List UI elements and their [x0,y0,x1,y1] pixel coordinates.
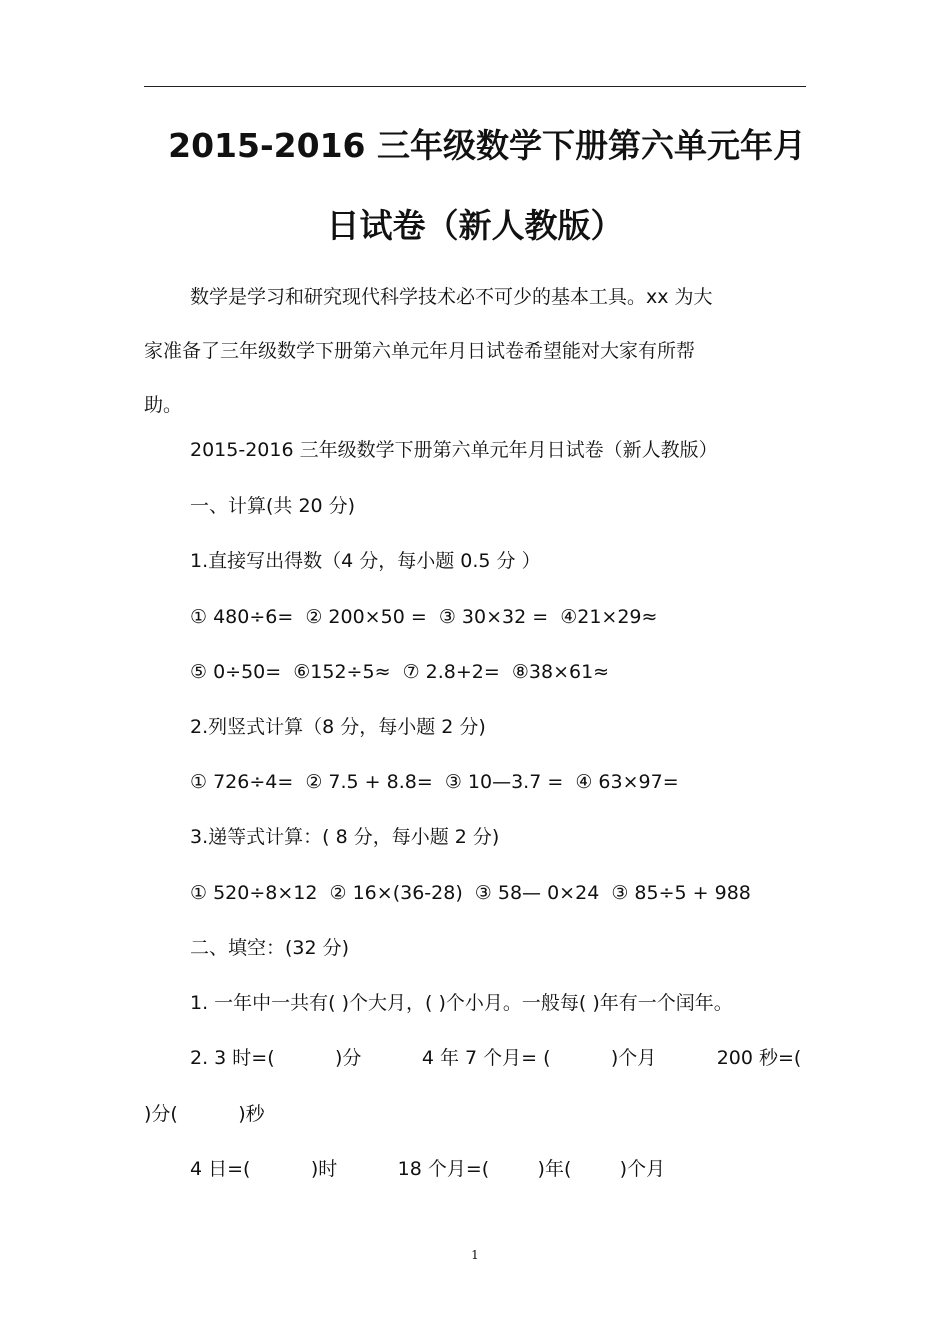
header-rule [144,86,806,87]
question-vertical-calculation: 2.列竖式计算（8 分，每小题 2 分) [190,716,486,738]
fill-in-question-2-continued: )分( )秒 [144,1103,265,1125]
question-row: ① 726÷4= ② 7.5 + 8.8= ③ 10—3.7 = ④ 63×97= [190,771,679,793]
exam-subtitle: 2015-2016 三年级数学下册第六单元年月日试卷（新人教版） [190,439,718,461]
intro-paragraph-line-1: 数学是学习和研究现代科学技术必不可少的基本工具。xx 为大 [190,286,713,308]
question-step-calculation: 3.递等式计算：( 8 分，每小题 2 分) [190,826,500,848]
intro-paragraph-line-2: 家准备了三年级数学下册第六单元年月日试卷希望能对大家有所帮 [144,340,696,362]
question-direct-answers: 1.直接写出得数（4 分，每小题 0.5 分 ） [190,550,541,572]
fill-in-question-3: 4 日=( )时 18 个月=( )年( )个月 [190,1158,666,1180]
fill-in-question-1: 1. 一年中一共有( )个大月，( )个小月。一般每( )年有一个闰年。 [190,992,733,1014]
question-row: ⑤ 0÷50= ⑥152÷5≈ ⑦ 2.8+2= ⑧38×61≈ [190,661,610,683]
question-row: ① 520÷8×12 ② 16×(36-28) ③ 58— 0×24 ③ 85÷5 + 988 [190,882,751,904]
section-heading-calculation: 一、计算(共 20 分) [190,495,356,517]
document-title-line-1: 2015-2016 三年级数学下册第六单元年月 [168,126,806,165]
page-number: 1 [471,1248,479,1262]
document-title-line-2: 日试卷（新人教版） [326,206,624,245]
question-row: ① 480÷6= ② 200×50 = ③ 30×32 = ④21×29≈ [190,606,658,628]
fill-in-question-2: 2. 3 时=( )分 4 年 7 个月= ( )个月 200 秒=( [190,1047,802,1069]
intro-paragraph-line-3: 助。 [144,394,183,416]
section-heading-fill-in: 二、填空：(32 分) [190,937,350,959]
